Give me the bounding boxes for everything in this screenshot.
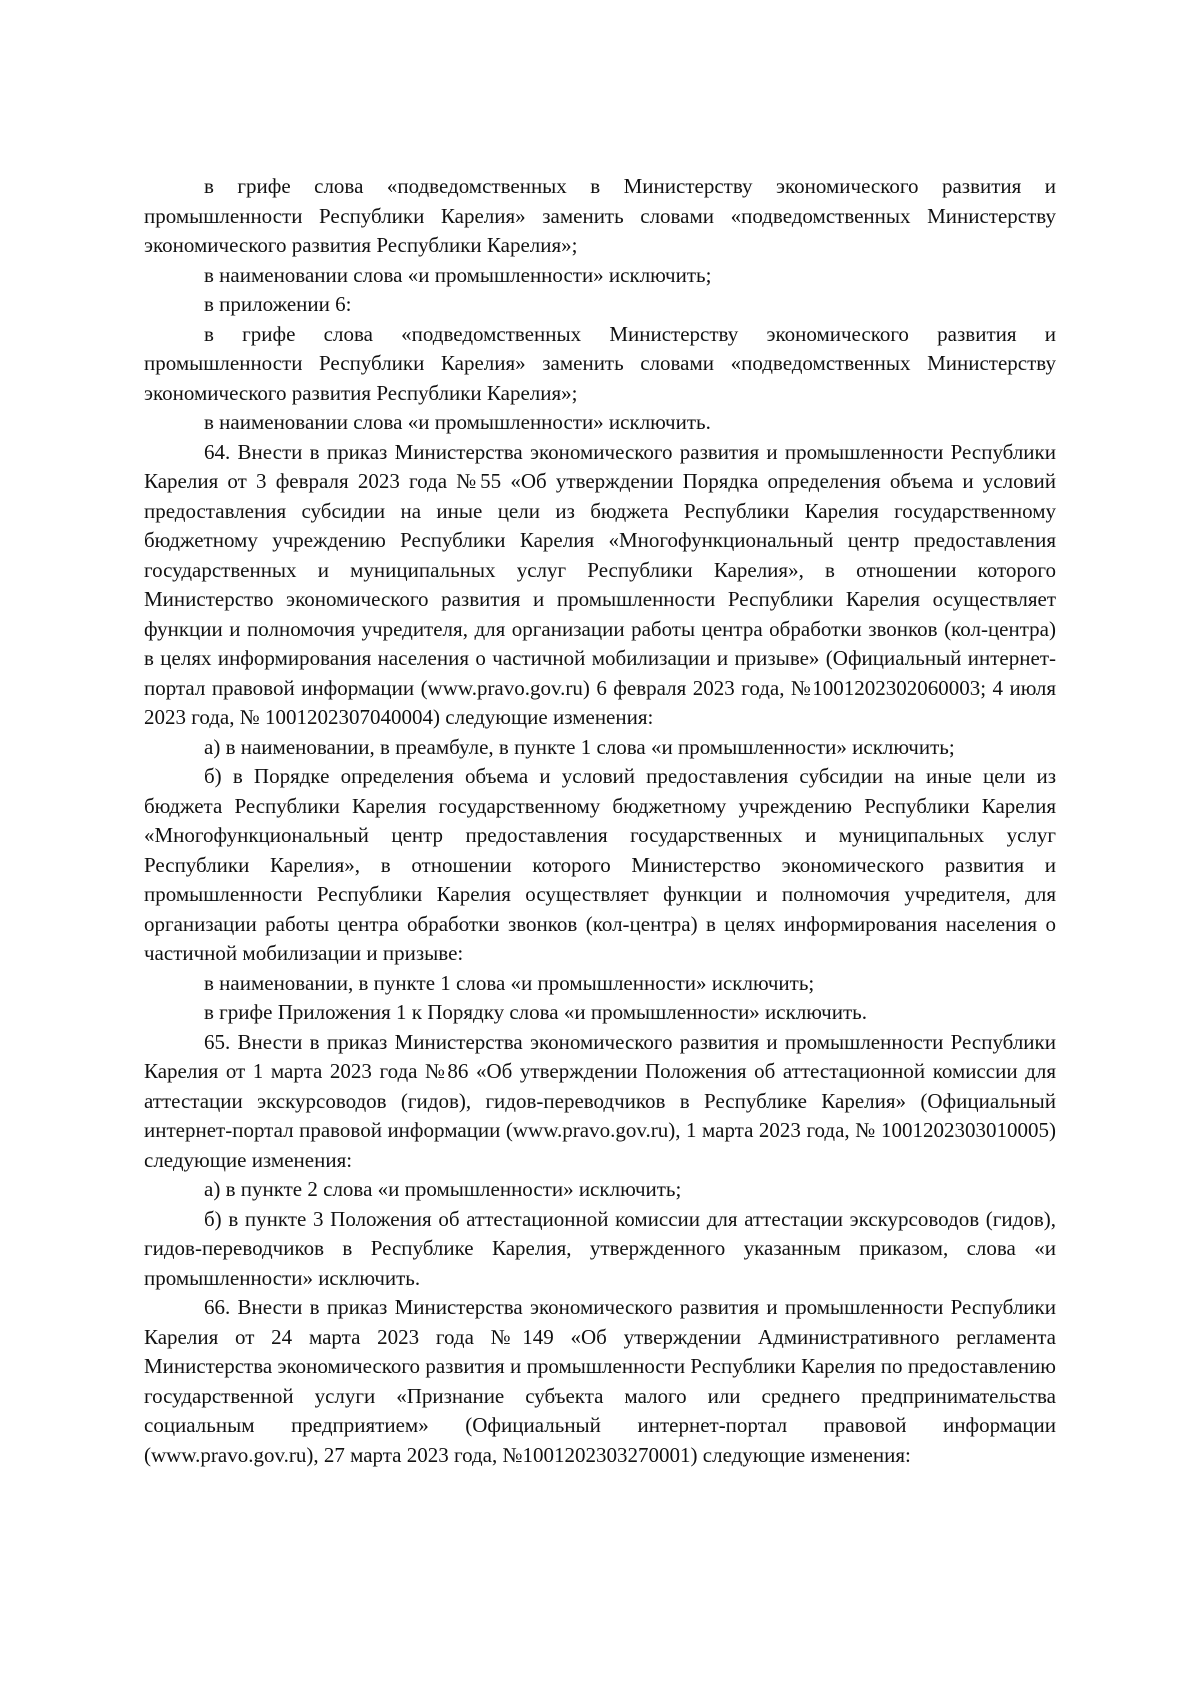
paragraph-item-64-b-title: в наименовании, в пункте 1 слова «и промышленности» исключить; (204, 970, 815, 995)
paragraph-title-app6: в наименовании слова «и промышленности» исключить. (204, 410, 711, 434)
paragraph-item-65-a: а) в пункте 2 слова «и промышленности» исключить; (204, 1177, 682, 1201)
paragraph-item-65-b: б) в пункте 3 Положения об аттестационной комиссии для аттестации экскурсоводов (гидов), гидов-переводчиков в Республике Карелия, утвержденного указанным приказом, слова «и промышленности» исключить. (144, 1206, 1056, 1290)
paragraph-appendix-6: в приложении 6: (204, 292, 352, 316)
paragraph-item-66: 66. Внести в приказ Министерства экономического развития и промышленности Республики Карелия от 24 марта 2023 года №149 «Об утверждении Административного регламента Министерства экономического развития и промышленности Республики Карелия по предоставлению государственной услуги «Признание субъекта малого или среднего предпринимательства социальным предприятием» (Официальный интернет-портал правовой информации (www.pravo.gov.ru), 27 марта 2023 года, №1001202303270001) следующие изменения: (144, 1295, 1056, 1467)
document-body (144, 172, 1056, 1470)
paragraph-item-64-b-stamp: в грифе Приложения 1 к Порядку слова «и промышленности» исключить. (204, 1000, 867, 1024)
paragraph-item-65: 65. Внести в приказ Министерства экономического развития и промышленности Республики Карелия от 1 марта 2023 года №86 «Об утверждении Положения об аттестационной комиссии для аттестации экскурсоводов (гидов), гидов-переводчиков в Республике Карелия» (Официальный интернет-портал правовой информации (www.pravo.gov.ru), 1 марта 2023 года, № 1001202303010005) следующие изменения: (144, 1029, 1056, 1172)
paragraph-item-64: 64. Внести в приказ Министерства экономического развития и промышленности Республики Карелия от 3 февраля 2023 года №55 «Об утверждении Порядка определения объема и условий предоставления субсидии на иные цели из бюджета Республики Карелия государственному бюджетному учреждению Республики Карелия «Многофункциональный центр предоставления государственных и муниципальных услуг Республики Карелия», в отношении которого Министерство экономического развития и промышленности Республики Карелия осуществляет функции и полномочия учредителя, для организации работы центра обработки звонков (кол-центра) в целях информирования населения о частичной мобилизации и призыве» (Официальный интернет-портал правовой информации (www.pravo.gov.ru) 6 февраля 2023 года, №1001202302060003; 4 июля 2023 года, № 1001202307040004) следующие изменения: (144, 439, 1056, 729)
paragraph-item-64-a: а) в наименовании, в преамбуле, в пункте 1 слова «и промышленности» исключить; (204, 734, 955, 759)
paragraph-item-64-b: б) в Порядке определения объема и условий предоставления субсидии на иные цели из бюджета Республики Карелия государственному бюджетному учреждению Республики Карелия «Многофункциональный центр предоставления государственных и муниципальных услуг Республики Карелия», в отношении которого Министерство экономического развития и промышленности Республики Карелия осуществляет функции и полномочия учредителя, для организации работы центра обработки звонков (кол-центра) в целях информирования населения о частичной мобилизации и призыве: (144, 764, 1056, 965)
paragraph-title-app5: в наименовании слова «и промышленности» исключить; (204, 262, 712, 287)
paragraph-stamp-app5: в грифе слова «подведомственных в Министерству экономического развития и промышленности Республики Карелия» заменить словами «подведомственных Министерству экономического развития Республики Карелия»; (144, 174, 1056, 257)
paragraph-stamp-app6: в грифе слова «подведомственных Министерству экономического развития и промышленности Республики Карелия» заменить словами «подведомственных Министерству экономического развития Республики Карелия»; (144, 321, 1056, 405)
